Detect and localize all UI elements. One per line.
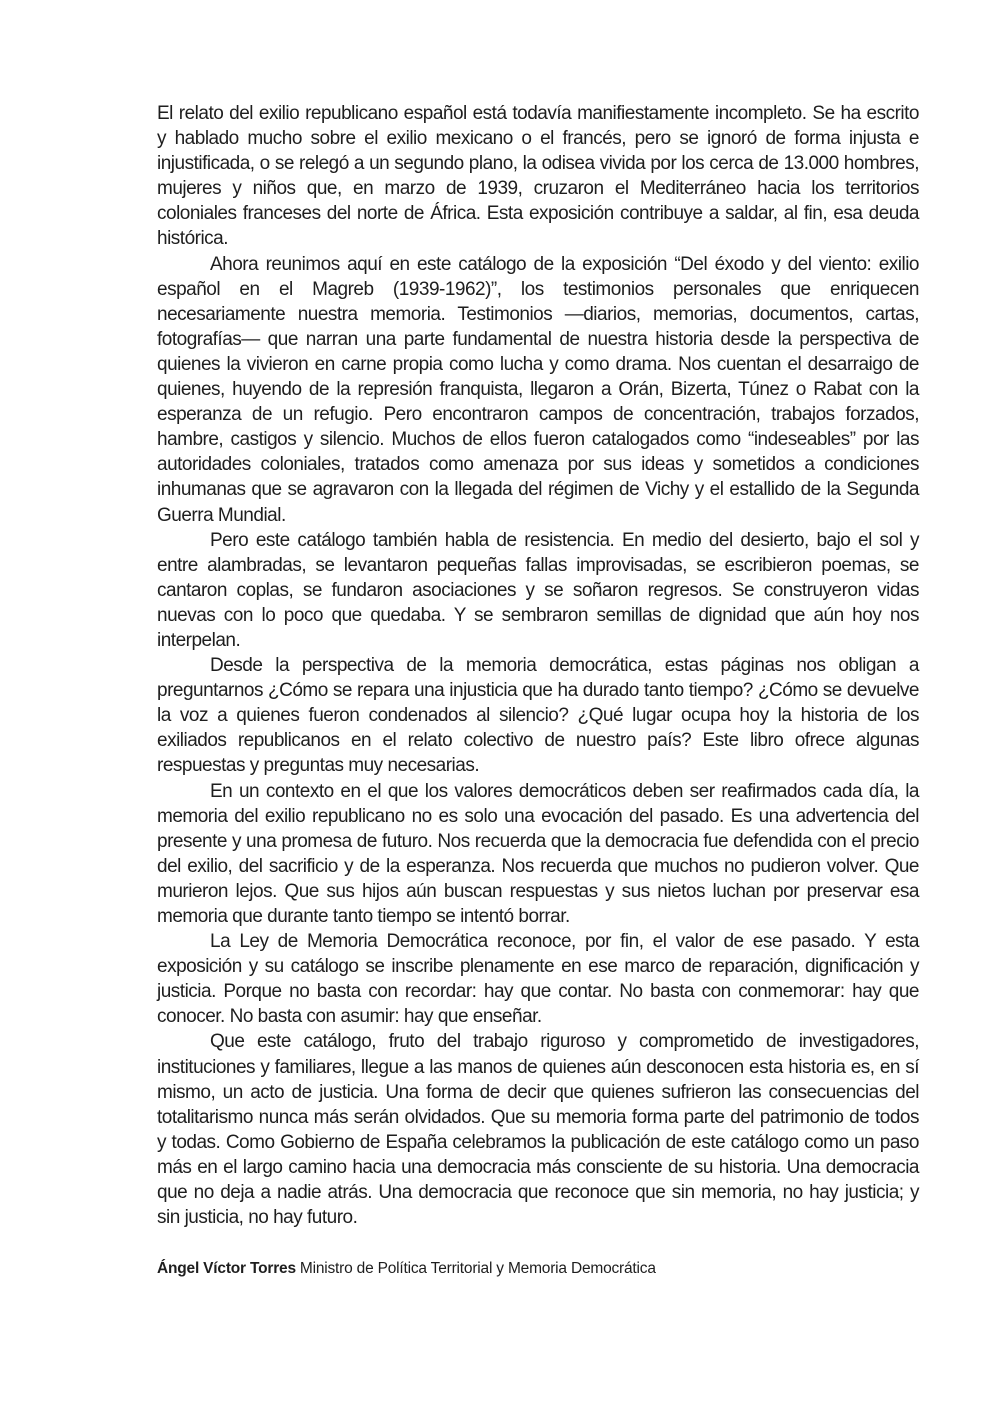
paragraph-1: El relato del exilio republicano español está todavía manifiestamente incompleto. Se ha escrito y hablado mucho sobre el exilio mexicano o el francés, pero se ignoró de forma injusta e injustificada, o se relegó a un segundo plano, la odisea vivida por los cerca de 13.000 hombres, mujeres y niños que, en marzo de 1939, cruzaron el Mediterráneo hacia los territorios coloniales franceses del norte de África. Esta exposición contribuye a saldar, al fin, esa deuda histórica. xyxy=(157,103,919,250)
signature-name: Ángel Víctor Torres xyxy=(157,1260,296,1277)
paragraph-2: Ahora reunimos aquí en este catálogo de la exposición “Del éxodo y del viento: exilio español en el Magreb (1939-1962)”, los testimonios personales que enriquecen necesariamente nuestra memoria. Testimonios —diarios, memorias, documentos, cartas, fotografías— que narran una parte fundamental de nuestra historia desde la perspectiva de quienes la vivieron en carne propia como lucha y como drama. Nos cuentan el desarraigo de quienes, huyendo de la represión franquista, llegaron a Orán, Bizerta, Túnez o Rabat con la esperanza de un refugio. Pero encontraron campos de concentración, trabajos forzados, hambre, castigos y silencio. Muchos de ellos fueron catalogados como “indeseables” por las autoridades coloniales, tratados como amenaza por sus ideas y sometidos a condiciones inhumanas que se agravaron con la llegada del régimen de Vichy y el estallido de la Segunda Guerra Mundial. xyxy=(157,253,919,526)
signature-line xyxy=(157,1259,919,1279)
paragraph-6: La Ley de Memoria Democrática reconoce, por fin, el valor de ese pasado. Y esta exposición y su catálogo se inscribe plenamente en ese marco de reparación, dignificación y justicia. Porque no basta con recordar: hay que contar. No basta con conmemorar: hay que conocer. No basta con asumir: hay que enseñar. xyxy=(157,931,919,1028)
paragraph-7: Que este catálogo, fruto del trabajo riguroso y comprometido de investigadores, instituciones y familiares, llegue a las manos de quienes aún desconocen esta historia es, en sí mismo, un acto de justicia. Una forma de decir que quienes sufrieron las consecuencias del totalitarismo nunca más serán olvidados. Que su memoria forma parte del patrimonio de todos y todas. Como Gobierno de España celebramos la publicación de este catálogo como un paso más en el largo camino hacia una democracia más consciente de su historia. Una democracia que no deja a nadie atrás. Una democracia que reconoce que sin memoria, no hay justicia; y sin justicia, no hay futuro. xyxy=(157,1031,919,1229)
body-text xyxy=(157,101,919,1230)
paragraph-5: En un contexto en el que los valores democráticos deben ser reafirmados cada día, la memoria del exilio republicano no es solo una evocación del pasado. Es una advertencia del presente y una promesa de futuro. Nos recuerda que la democracia fue defendida con el precio del exilio, del sacrificio y de la esperanza. Nos recuerda que muchos no pudieron volver. Que murieron lejos. Que sus hijos aún buscan respuestas y sus nietos luchan por preservar esa memoria que durante tanto tiempo se intentó borrar. xyxy=(157,780,919,927)
paragraph-4: Desde la perspectiva de la memoria democrática, estas páginas nos obligan a preguntarnos ¿Cómo se repara una injusticia que ha durado tanto tiempo? ¿Cómo se devuelve la voz a quienes fueron condenados al silencio? ¿Qué lugar ocupa hoy la historia de los exiliados republicanos en el relato colectivo de nuestro país? Este libro ofrece algunas respuestas y preguntas muy necesarias. xyxy=(157,655,919,777)
signature-title: Ministro de Política Territorial y Memoria Democrática xyxy=(299,1260,656,1277)
paragraph-3: Pero este catálogo también habla de resistencia. En medio del desierto, bajo el sol y entre alambradas, se levantaron pequeñas fallas improvisadas, se escribieron poemas, se cantaron coplas, se fundaron asociaciones y se soñaron regresos. Se construyeron vidas nuevas con lo poco que quedaba. Y se sembraron semillas de dignidad que aún hoy nos interpelan. xyxy=(157,529,919,651)
